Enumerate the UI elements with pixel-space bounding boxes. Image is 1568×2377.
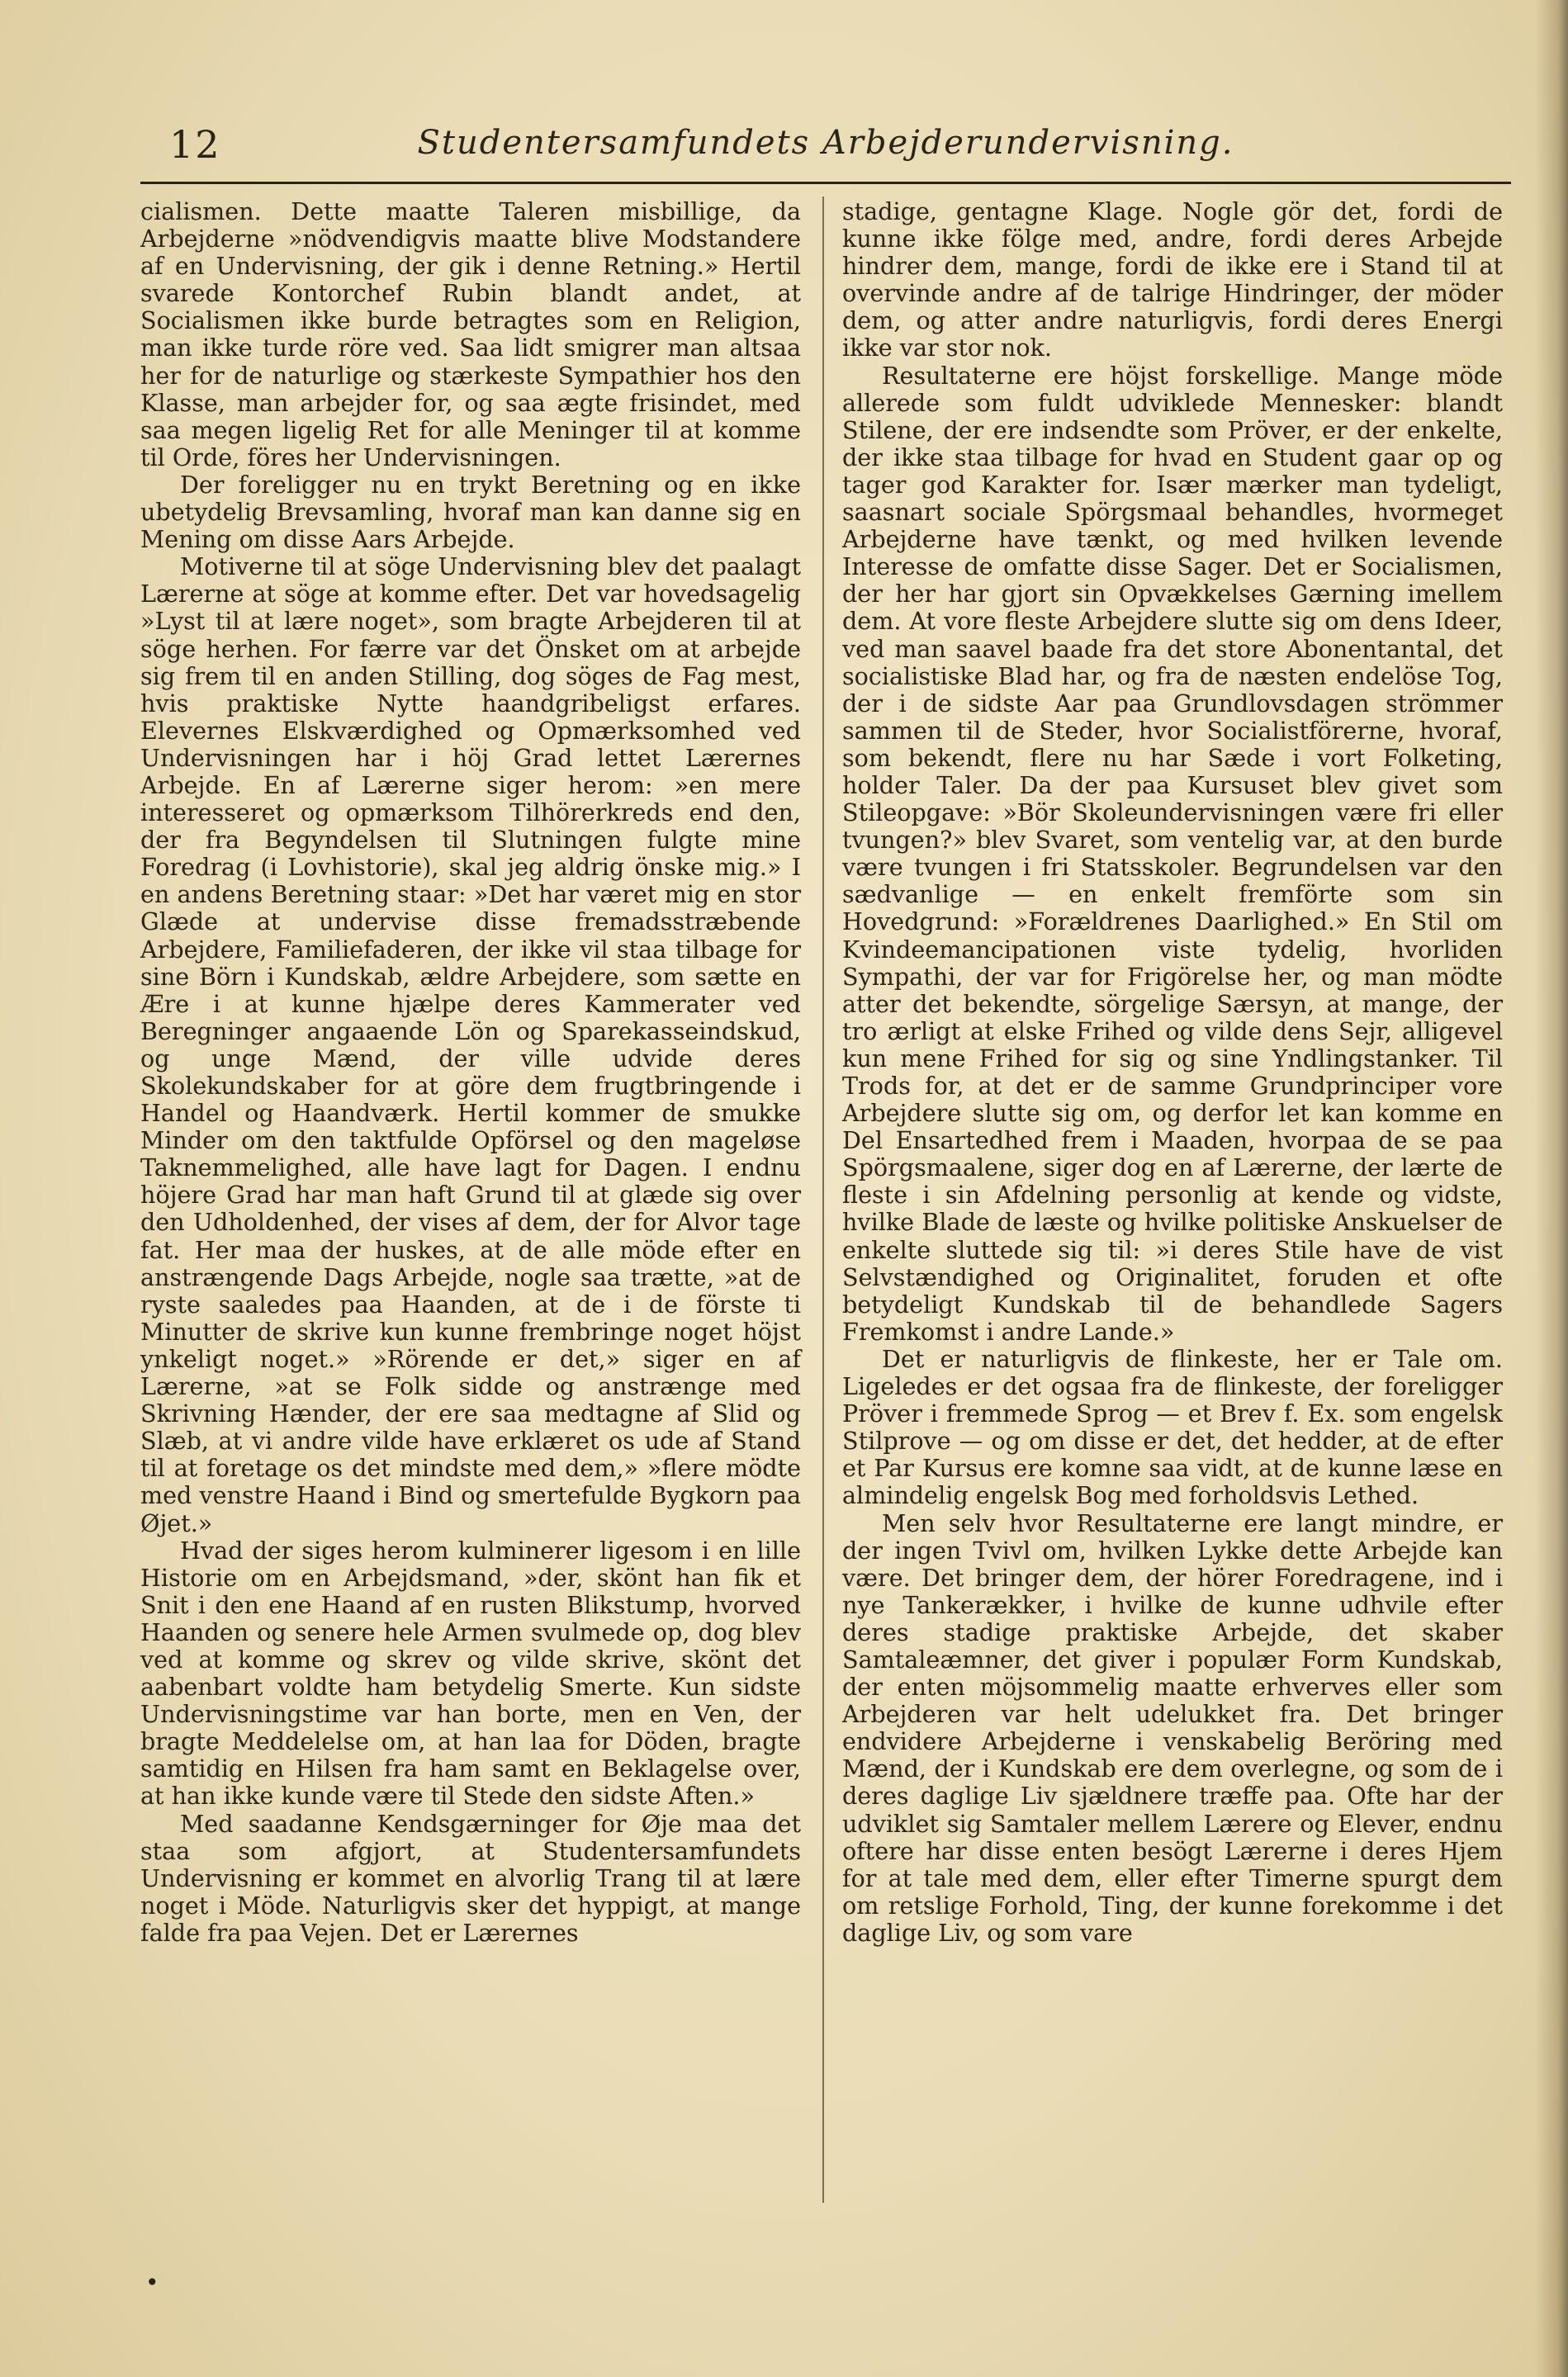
page-edge-shadow <box>1535 0 1568 2377</box>
running-title: Studentersamfundets Arbejderundervisning. <box>417 124 1234 162</box>
header-rule <box>140 182 1511 184</box>
left-column <box>140 198 801 1947</box>
paragraph: cialismen. Dette maatte Taleren misbillige, da Arbejderne »nödvendigvis maatte blive Modstandere af en Undervisning, der gik i denne Retning.» Hertil svarede Kontorchef Rubin blandt andet, at Socialismen ikke burde betragtes som en Religion, man ikke turde röre ved. Saa lidt smigrer man altsaa her for de naturlige og stærkeste Sympathier hos den Klasse, man arbejder for, og saa ægte frisindet, med saa megen ligelig Ret for alle Meninger til at komme til Orde, föres her Undervisningen. <box>140 197 801 471</box>
right-column <box>842 198 1503 1947</box>
page-number: 12 <box>169 122 221 167</box>
column-divider <box>822 197 824 2203</box>
paragraph: Men selv hvor Resultaterne ere langt mindre, er der ingen Tvivl om, hvilken Lykke dette Arbejde kan være. Det bringer dem, der hörer Foredragene, ind i nye Tankerækker, i hvilke de kunne udhvile efter deres stadige praktiske Arbejde, det skaber Samtaleæmner, det giver i populær Form Kundskab, der enten möjsommelig maatte erhverves eller som Arbejderen var helt udelukket fra. Det bringer endvidere Arbejderne i venskabelig Beröring med Mænd, der i Kundskab ere dem overlegne, og som de i deres daglige Liv sjældnere træffe paa. Ofte har der udviklet sig Samtaler mellem Lærere og Elever, endnu oftere har disse enten besögt Lærerne i deres Hjem for at tale med dem, eller efter Timerne spurgt dem om retslige Forhold, Ting, der kunne forekomme i det daglige Liv, og som vare <box>842 1508 1503 1947</box>
page-header <box>140 116 1511 173</box>
footer-bullet: • <box>145 2269 159 2296</box>
paragraph: Motiverne til at söge Undervisning blev det paalagt Lærerne at söge at komme efter. Det var hovedsagelig »Lyst til at lære noget», som bragte Arbejderen til at söge herhen. For færre var det Önsket om at arbejde sig frem til en anden Stilling, dog söges de Fag mest, hvis praktiske Nytte haandgribeligst erfares. Elevernes Elskværdighed og Opmærksomhed ved Undervisningen har i höj Grad lettet Lærernes Arbejde. En af Lærerne siger herom: »en mere interesseret og opmærksom Tilhörerkreds end den, der fra Begyndelsen til Slutningen fulgte mine Foredrag (i Lovhistorie), skal jeg aldrig önske mig.» I en andens Beretning staar: »Det har været mig en stor Glæde at undervise disse fremadsstræbende Arbejdere, Familiefaderen, der ikke vil staa tilbage for sine Börn i Kundskab, ældre Arbejdere, som sætte en Ære i at kunne hjælpe deres Kammerater ved Beregninger angaaende Lön og Sparekasseindskud, og unge Mænd, der ville udvide deres Skolekundskaber for at göre dem frugtbringende i Handel og Haandværk. Hertil kommer de smukke Minder om den taktfulde Opförsel og den mageløse Taknemmelighed, alle have lagt for Dagen. I endnu höjere Grad har man haft Grund til at glæde sig over den Udholdenhed, der vises af dem, der for Alvor tage fat. Her maa der huskes, at de alle möde efter en anstrængende Dags Arbejde, nogle saa trætte, »at de ryste saaledes paa Haanden, at de i de förste ti Minutter de skrive kun kunne frembringe noget höjst ynkeligt noget.» »Rörende er det,» siger en af Lærerne, »at se Folk sidde og anstrænge med Skrivning Hænder, der ere saa medtagne af Slid og Slæb, at vi andre vilde have erklæret os ude af Stand til at foretage os det mindste med dem,» »flere mödte med venstre Haand i Bind og smertefulde Bygkorn paa Øjet.» <box>140 552 801 1537</box>
paragraph: Det er naturligvis de flinkeste, her er Tale om. Ligeledes er det ogsaa fra de flinkeste, der foreligger Pröver i fremmede Sprog — et Brev f. Ex. som engelsk Stilprove — og om disse er det, det hedder, at de efter et Par Kursus ere komne saa vidt, at de kunne læse en almindelig engelsk Bog med forholdsvis Lethed. <box>842 1344 1503 1510</box>
paragraph: Resultaterne ere höjst forskellige. Mange möde allerede som fuldt udviklede Mennesker: blandt Stilene, der ere indsendte som Pröver, er der enkelte, der ikke staa tilbage for hvad en Student gaar op og tager god Karakter for. Især mærker man tydeligt, saasnart sociale Spörgsmaal behandles, hvormeget Arbejderne have tænkt, og med hvilken levende Interesse de omfatte disse Sager. Det er Socialismen, der her har gjort sin Opvækkelses Gærning imellem dem. At vore fleste Arbejdere slutte sig om dens Ideer, ved man saavel baade fra det store Abonentantal, det socialistiske Blad har, og fra de næsten endelöse Tog, der i de sidste Aar paa Grundlovsdagen strömmer sammen til de Steder, hvor Socialistförerne, hvoraf, som bekendt, flere nu har Sæde i vort Folketing, holder Taler. Da der paa Kursuset blev givet som Stileopgave: »Bör Skoleundervisningen være fri eller tvungen?» blev Svaret, som ventelig var, at den burde være tvungen i fri Statsskoler. Begrundelsen var den sædvanlige — en enkelt fremförte som sin Hovedgrund: »Forældrenes Daarlighed.» En Stil om Kvindeemancipationen viste tydelig, hvorliden Sympathi, der var for Frigörelse her, og man mödte atter det bekendte, sörgelige Særsyn, at mange, der tro ærligt at elske Frihed og vilde dens Sejr, alligevel kun mene Frihed for sig og sine Yndlingstanker. Til Trods for, at det er de samme Grundprinciper vore Arbejdere slutte sig om, og derfor let kan komme en Del Ensartedhed frem i Maaden, hvorpaa de se paa Spörgsmaalene, siger dog en af Lærerne, der lærte de fleste i sin Afdelning personlig at kende og vidste, hvilke Blade de læste og hvilke politiske Anskuelser de enkelte sluttede sig til: »i deres Stile have de vist Selvstændighed og Originalitet, foruden et ofte betydeligt Kundskab til de behandlede Sagers Fremkomst i andre Lande.» <box>842 361 1503 1346</box>
paragraph: Hvad der siges herom kulminerer ligesom i en lille Historie om en Arbejdsmand, »der, skönt han fik et Snit i den ene Haand af en rusten Blikstump, hvorved Haanden og senere hele Armen svulmede op, dog blev ved at komme og skrev og vilde skrive, skönt det aabenbart voldte ham betydelig Smerte. Kun sidste Undervisningstime var han borte, men en Ven, der bragte Meddelelse om, at han laa for Döden, bragte samtidig en Hilsen fra ham samt en Beklagelse over, at han ikke kunde være til Stede den sidste Aften.» <box>140 1536 801 1811</box>
paragraph: Der foreligger nu en trykt Beretning og en ikke ubetydelig Brevsamling, hvoraf man kan danne sig en Mening om disse Aars Arbejde. <box>140 470 801 554</box>
paragraph: Med saadanne Kendsgærninger for Øje maa det staa som afgjort, at Studentersamfundets Undervisning er kommet en alvorlig Trang til at lære noget i Möde. Naturligvis sker det hyppigt, at mange falde fra paa Vejen. Det er Lærernes <box>140 1809 801 1947</box>
paragraph: stadige, gentagne Klage. Nogle gör det, fordi de kunne ikke fölge med, andre, fordi deres Arbejde hindrer dem, mange, fordi de ikke ere i Stand til at overvinde andre af de talrige Hindringer, der möder dem, og atter andre naturligvis, fordi deres Energi ikke var stor nok. <box>842 197 1503 362</box>
